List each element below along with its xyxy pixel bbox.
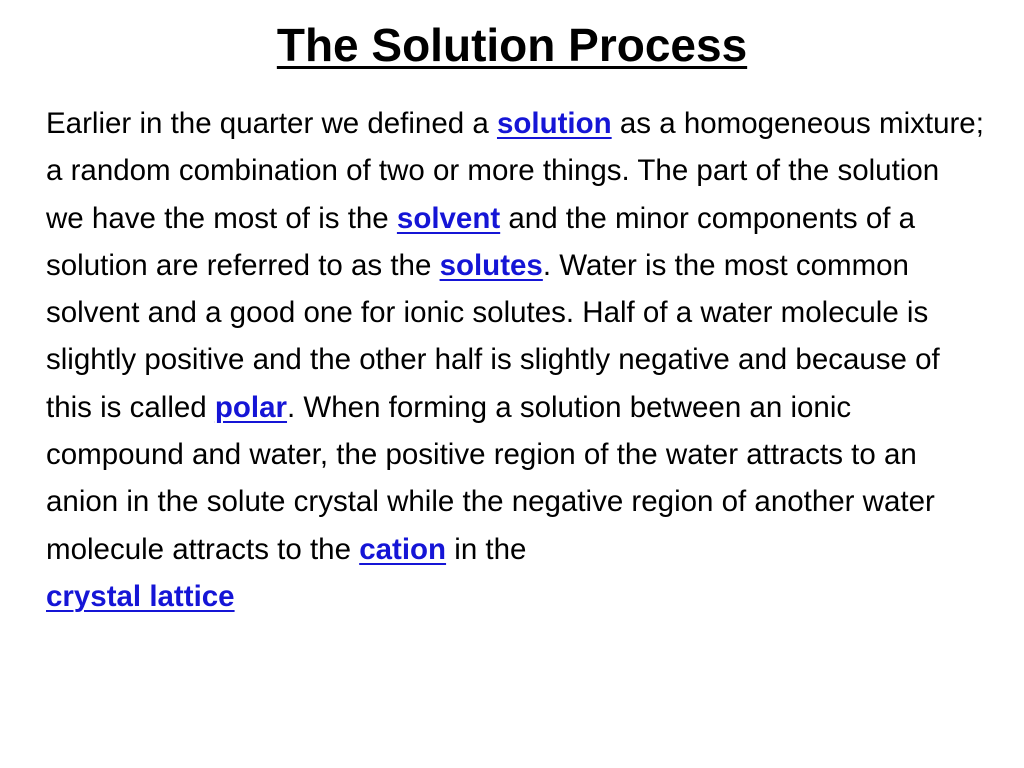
slide-title-text: The Solution Process bbox=[276, 19, 748, 71]
slide-body bbox=[46, 100, 984, 620]
body-text-4: . Water is the most common solvent and a good one for ionic solutes. Half of a water molecule is slightly positive and the other half is slightly negative and because of this is called bbox=[46, 248, 940, 424]
body-text-5: . When forming a solution between an ionic compound and water, the positive region of the water attracts to an anion in the solute crystal while the negative region of another water molecule attracts to the bbox=[46, 390, 935, 566]
body-text-1: Earlier in the quarter we defined a bbox=[46, 107, 497, 140]
term-solvent-link[interactable]: solvent bbox=[396, 201, 501, 235]
body-text-6: in the bbox=[446, 532, 527, 566]
term-solutes-link[interactable]: solutes bbox=[439, 248, 543, 282]
slide-title bbox=[0, 14, 1024, 76]
body-text-3: and the minor components of a solution are referred to as the bbox=[46, 201, 916, 282]
term-crystal-lattice-link[interactable]: crystal lattice bbox=[46, 579, 235, 613]
term-solution-link[interactable]: solution bbox=[496, 107, 612, 140]
term-cation-link[interactable]: cation bbox=[359, 532, 447, 566]
body-text-2: as a homogeneous mixture; a random combination of two or more things. The part of the solution we have the most of is the bbox=[46, 107, 984, 235]
term-polar-link[interactable]: polar bbox=[214, 390, 288, 424]
